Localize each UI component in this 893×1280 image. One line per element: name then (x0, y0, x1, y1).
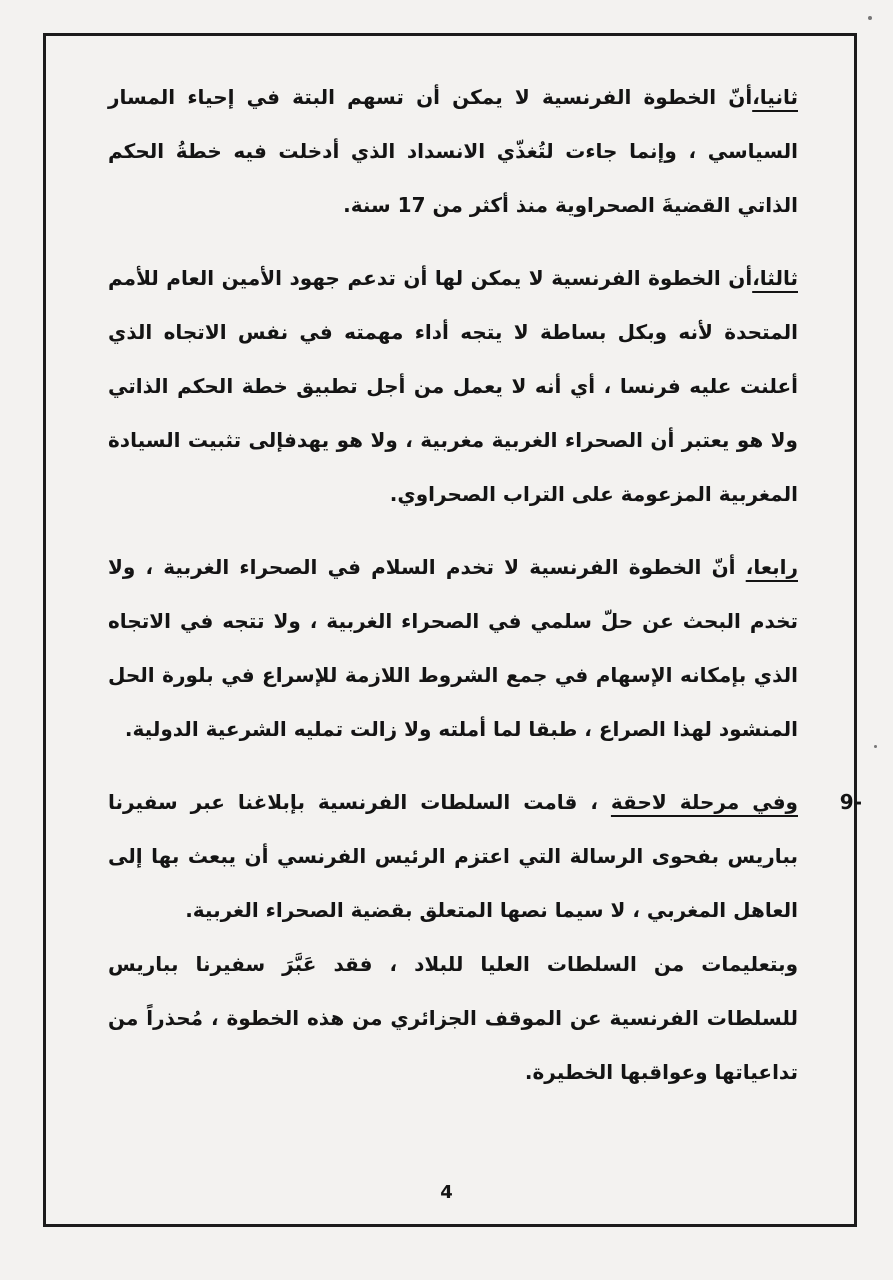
paragraph-lead-second: ثانيا، (752, 85, 798, 109)
item-9-text-continued: وبتعليمات من السلطات العليا للبلاد ، فقد عَبَّرَ سفيرنا بباريس للسلطات الفرنسية عن الموقف الجزائري من هذه الخطوة ، مُحذراً من تداعياتها وعواقبها الخطيرة. (108, 952, 798, 1084)
paragraph-third (108, 251, 798, 521)
item-9-first-paragraph (108, 775, 798, 937)
page-number: 4 (440, 1182, 453, 1203)
paragraph-text-third: أن الخطوة الفرنسية لا يمكن لها أن تدعم جهود الأمين العام للأمم المتحدة لأنه وبكل بساطة لا يتجه أداء مهمته في نفس الاتجاه الذي أعلنت عليه فرنسا ، أي أنه لا يعمل من أجل تطبيق خطة الحكم الذاتي ولا هو يعتبر أن الصحراء الغربية مغربية ، ولا هو يهدفإلى تثبيت السيادة المغربية المزعومة على التراب الصحراوي. (108, 266, 798, 506)
item-9-lead: وفي مرحلة لاحقة (610, 790, 798, 814)
paragraph-lead-third: ثالثا، (752, 266, 798, 290)
paragraph-second (108, 70, 798, 232)
document-body (108, 70, 862, 1118)
scan-speck (868, 16, 872, 20)
item-9-text: ، قامت السلطات الفرنسية بإبلاغنا عبر سفيرنا بباريس بفحوى الرسالة التي اعتزم الرئيس الفرنسي أن يبعث بها إلى العاهل المغربي ، لا سيما نصها المتعلق بقضية الصحراء الغربية. (108, 790, 798, 922)
item-9-second-paragraph (108, 937, 798, 1099)
paragraph-lead-fourth: رابعا، (745, 555, 798, 579)
item-number: 9- (839, 790, 862, 814)
numbered-item-9 (108, 775, 862, 1099)
paragraph-text-second: أنّ الخطوة الفرنسية لا يمكن أن تسهم البتة في إحياء المسار السياسي ، وإنما جاءت لتُغذّي الانسداد الذي أدخلت فيه خطةُ الحكم الذاتي القضيةَ الصحراوية منذ أكثر من 17 سنة. (108, 85, 798, 217)
scan-speck (874, 745, 877, 748)
paragraph-fourth (108, 540, 798, 756)
paragraph-text-fourth: أنّ الخطوة الفرنسية لا تخدم السلام في الصحراء الغربية ، ولا تخدم البحث عن حلّ سلمي في الصحراء الغربية ، ولا تتجه في الاتجاه الذي بإمكانه الإسهام في جمع الشروط اللازمة للإسراع في بلورة الحل المنشود لهذا الصراع ، طبقا لما أملته ولا زالت تمليه الشرعية الدولية. (108, 555, 798, 741)
